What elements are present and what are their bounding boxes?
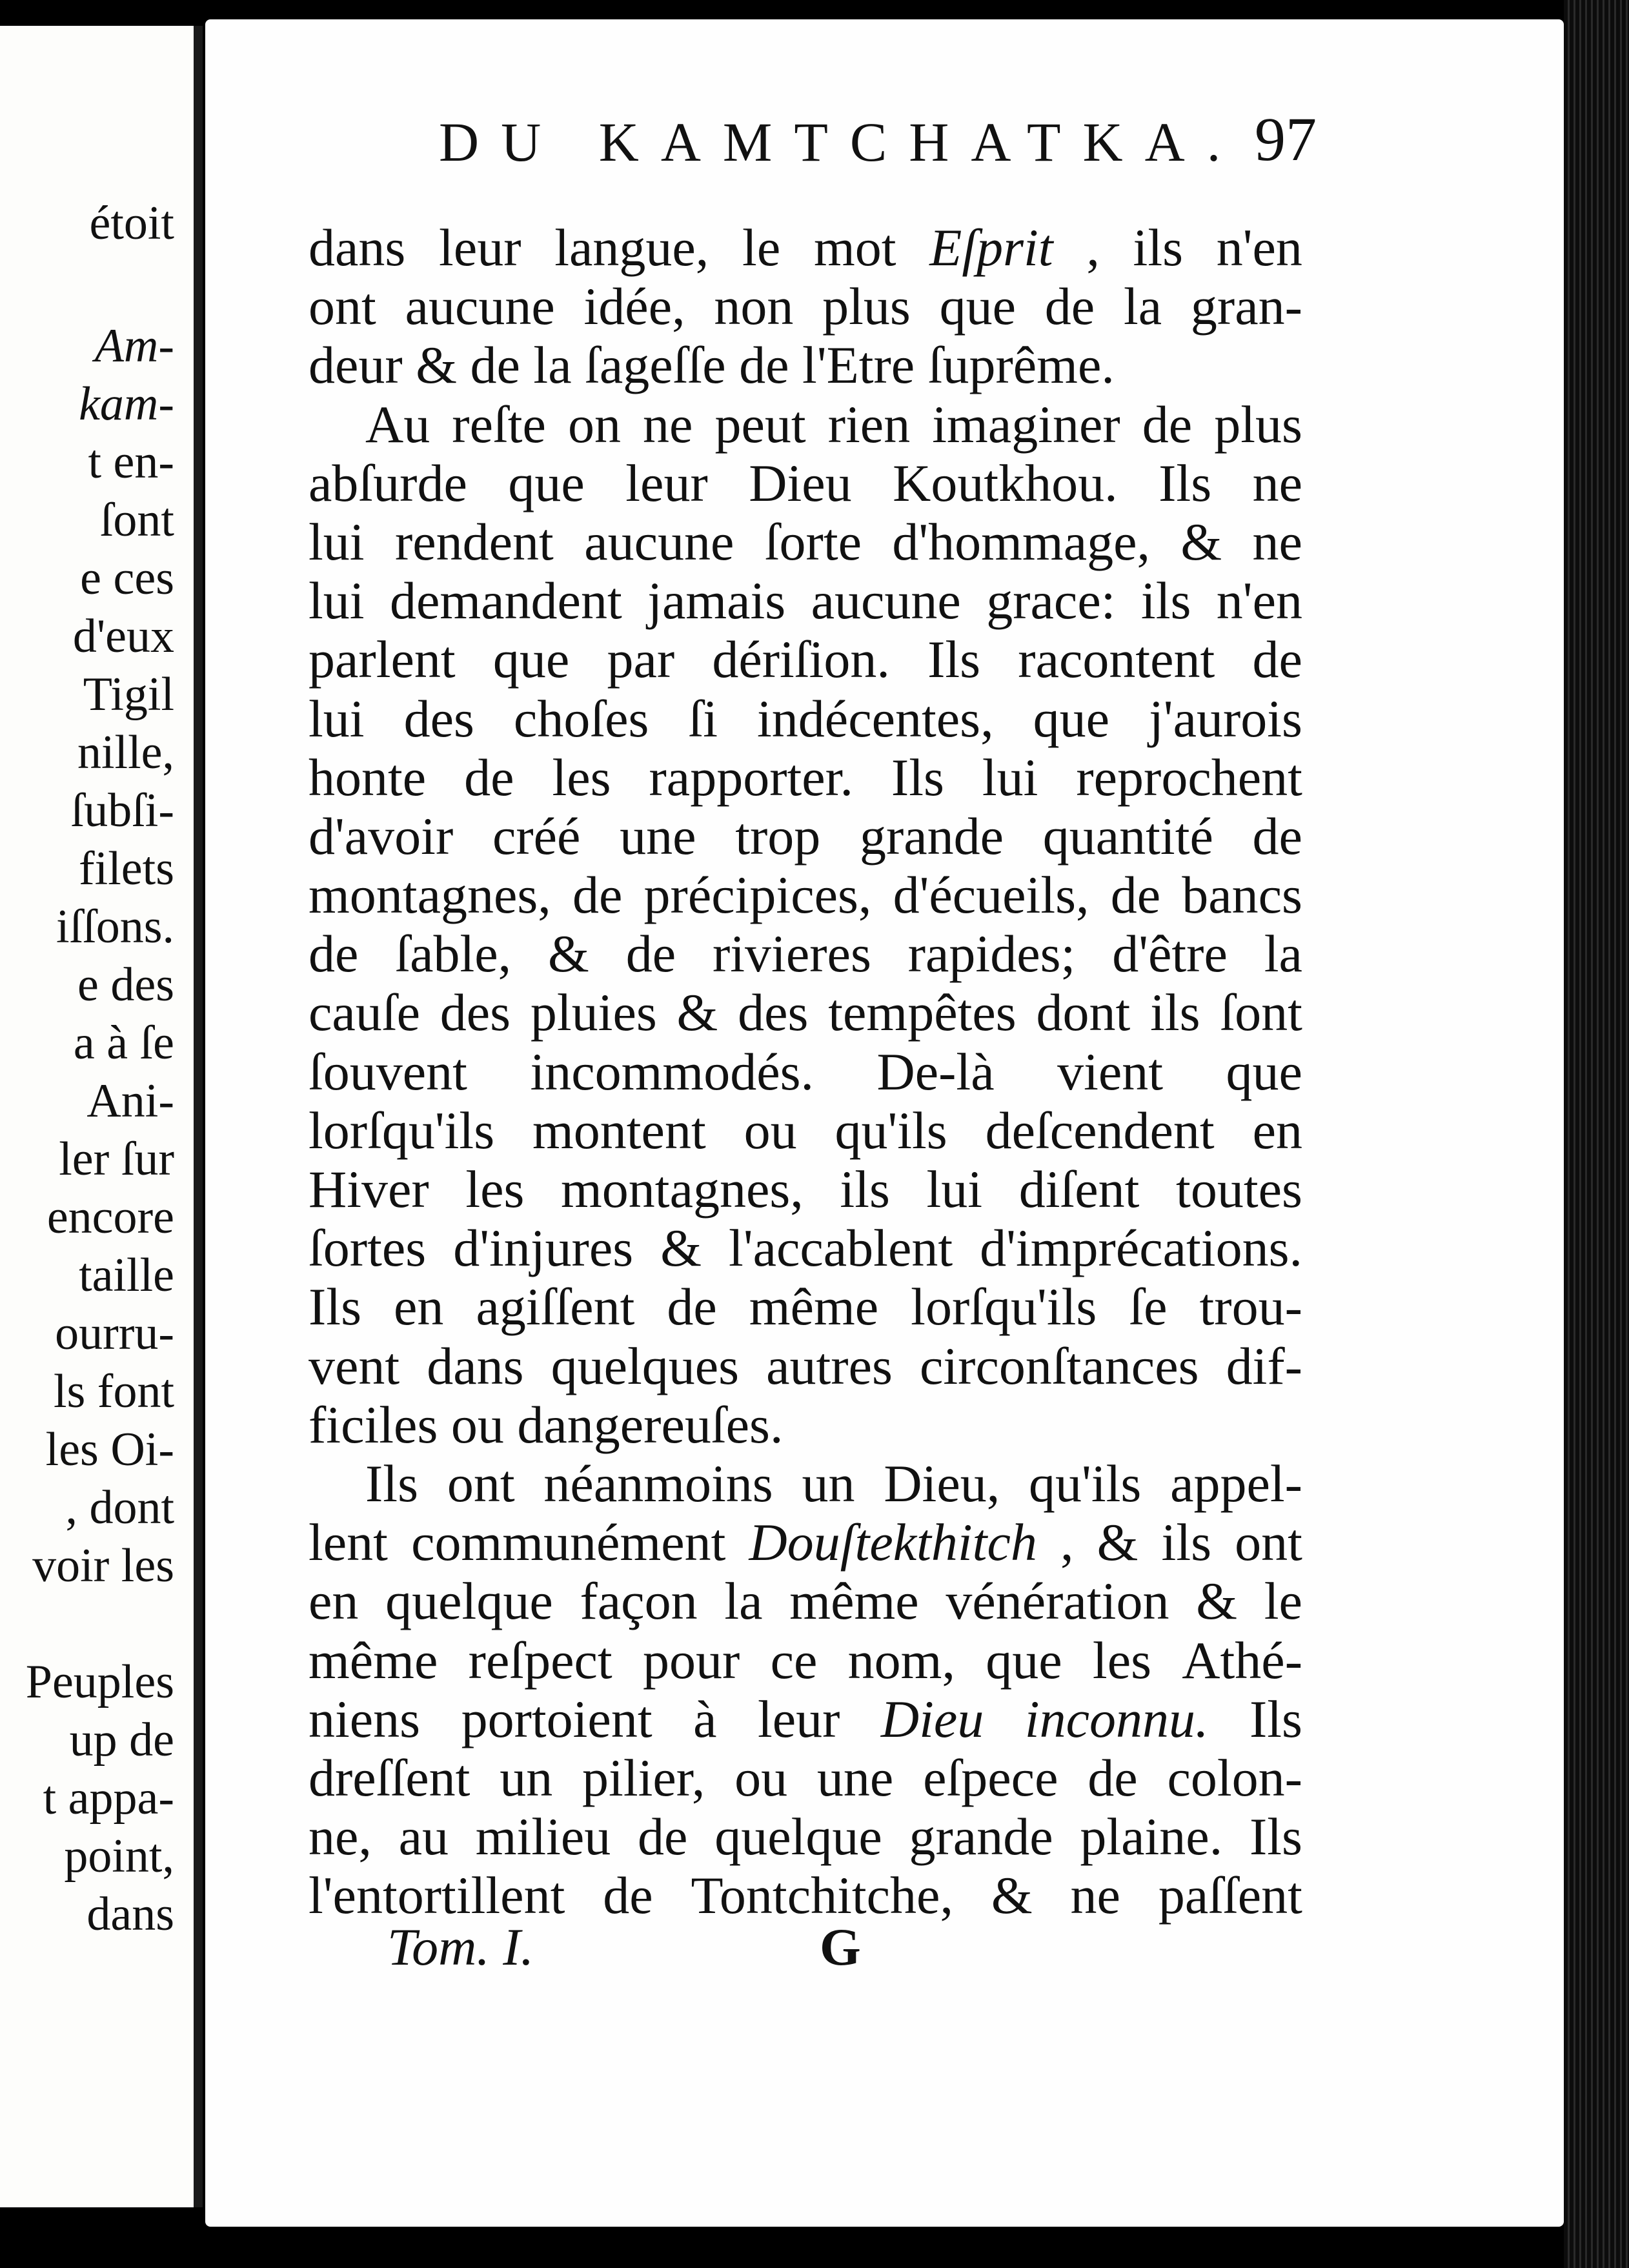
text-line: vent dans quelques autres circonſtances dif- [309, 1336, 1302, 1395]
book-spine [1564, 0, 1629, 2268]
running-title: DU KAMTCHATKA. [439, 111, 1243, 173]
left-page-line: ſont [99, 494, 174, 547]
text-line: lui des choſes ſi indécentes, que j'aurois [309, 689, 1302, 748]
text-line: niens portoient à leur Dieu inconnu. Ils [309, 1689, 1302, 1748]
left-page-line: voir les [32, 1539, 174, 1592]
text-line: lui demandent jamais aucune grace: ils n'en [309, 571, 1302, 631]
left-page-line: point, [64, 1830, 174, 1883]
text-line: ne, au milieu de quelque grande plaine. Ils [309, 1807, 1302, 1867]
text-line: Au reſte on ne peut rien imaginer de plus [365, 394, 1302, 454]
left-page-line: les Oi- [45, 1423, 174, 1476]
left-page-line: Am- [94, 319, 174, 372]
left-page-line: Peuples [25, 1655, 174, 1708]
text-line: lui rendent aucune ſorte d'hommage, & ne [309, 512, 1302, 571]
left-page-line: a à ſe [73, 1017, 174, 1069]
left-page-line: nille, [77, 726, 174, 779]
left-page-line: , dont [65, 1481, 174, 1534]
text-line: Ils ont néanmoins un Dieu, qu'ils appel- [365, 1453, 1302, 1513]
previous-page-fragment [0, 26, 203, 2207]
text-line: d'avoir créé une trop grande quantité de [309, 806, 1302, 866]
left-page-line: kam- [79, 378, 174, 430]
text-line: ont aucune idée, non plus que de la gran- [309, 277, 1302, 336]
text-line: Ils en agiſſent de même lorſqu'ils ſe trou- [309, 1277, 1302, 1337]
left-page-line: Tigil [83, 668, 174, 721]
left-page-line: taille [79, 1249, 174, 1302]
left-page-line: up de [69, 1714, 174, 1767]
left-page-line: t en- [88, 436, 174, 489]
text-line: dreſſent un pilier, ou une eſpece de colon- [309, 1748, 1302, 1807]
text-line: ſortes d'injures & l'accablent d'imprécations. [309, 1219, 1302, 1278]
left-page-line: ler ſur [59, 1133, 174, 1186]
text-line: deur & de la ſageſſe de l'Etre ſuprême. [309, 336, 1115, 395]
left-page-line: d'eux [72, 610, 174, 663]
left-page-line: e ces [80, 552, 174, 605]
left-page-line: dans [86, 1888, 174, 1941]
text-line: cauſe des pluies & des tempêtes dont ils ſont [309, 983, 1302, 1042]
left-page-line: t appa- [43, 1772, 174, 1825]
signature-mark: G [820, 1918, 861, 1976]
left-page-line: ſubſi- [70, 784, 174, 837]
left-page-line: ls font [53, 1365, 174, 1418]
text-line: ficiles ou dangereuſes. [309, 1395, 784, 1454]
left-page-line: Ani- [86, 1075, 174, 1128]
page-header [232, 103, 1317, 181]
left-page-line: encore [46, 1191, 174, 1244]
left-page-line: filets [79, 842, 174, 895]
left-page-line: étoit [89, 197, 174, 250]
text-line: dans leur langue, le mot Eſprit , ils n'en [309, 218, 1302, 277]
text-line: honte de les rapporter. Ils lui reprochent [309, 747, 1302, 807]
text-line: Hiver les montagnes, ils lui diſent toutes [309, 1160, 1302, 1219]
left-page-line: iſſons. [56, 900, 174, 953]
volume-marker: Tom. I. [387, 1918, 534, 1976]
page-number: 97 [1255, 105, 1317, 174]
body-text [309, 218, 1302, 1925]
text-line: de ſable, & de rivieres rapides; d'être la [309, 924, 1302, 984]
left-page-line: e des [77, 958, 174, 1011]
text-line: parlent que par dériſion. Ils racontent de [309, 630, 1302, 689]
text-line: l'entortillent de Tontchitche, & ne paſſent [309, 1866, 1302, 1925]
text-line: même reſpect pour ce nom, que les Athé- [309, 1630, 1302, 1690]
text-line: en quelque façon la même vénération & le [309, 1572, 1302, 1631]
text-line: lorſqu'ils montent ou qu'ils deſcendent en [309, 1100, 1302, 1160]
text-line: montagnes, de précipices, d'écueils, de bancs [309, 866, 1302, 925]
text-line: abſurde que leur Dieu Koutkhou. Ils ne [309, 453, 1302, 512]
text-line: ſouvent incommodés. De-là vient que [309, 1042, 1302, 1101]
page-footer [387, 1917, 968, 1988]
left-page-line: ourru- [55, 1307, 174, 1360]
text-line: lent communément Douſtekthitch , & ils ont [309, 1513, 1302, 1572]
